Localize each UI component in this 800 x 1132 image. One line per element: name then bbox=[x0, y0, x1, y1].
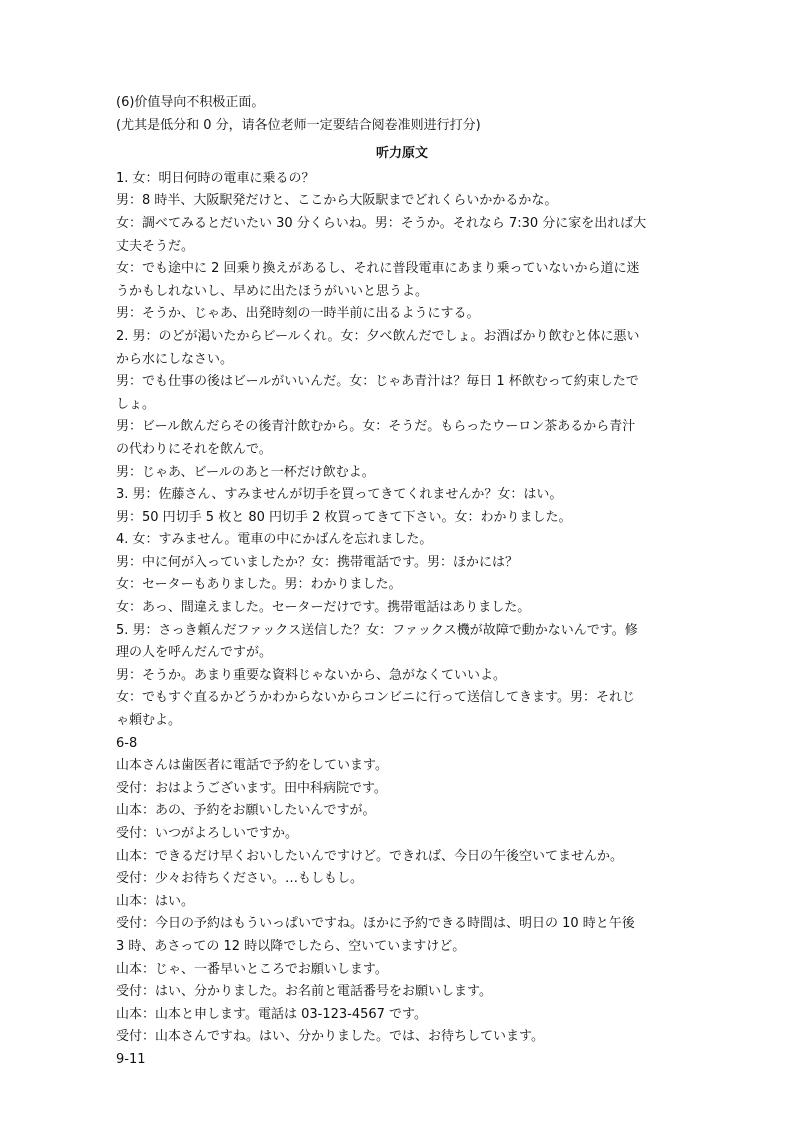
transcript-line: 受付：山本さんですね。はい、分かりました。では、お待ちしています。 bbox=[116, 1029, 544, 1045]
intro-line-1: (6)价值导向不积极正面。 bbox=[116, 95, 265, 110]
transcript-line: 受付：いつがよろしいですか。 bbox=[116, 826, 299, 841]
intro-line-2: (尤其是低分和 0 分，请各位老师一定要结合阅卷准则进行打分) bbox=[116, 117, 481, 133]
section-label-9-11: 9-11 bbox=[116, 1051, 146, 1067]
transcript-line: 女：セーターもありました。男：わかりました。 bbox=[116, 577, 402, 593]
transcript-line: 男：でも仕事の後はビールがいいんだ。女：じゃあ青汁は？毎日 1 杯飲むって約束したで bbox=[116, 374, 639, 390]
transcript-line: 男：50 円切手 5 枚と 80 円切手 2 枚買ってきて下さい。女：わかりました。 bbox=[116, 509, 572, 525]
transcript-line: うかもしれないし、早めに出たほうがいいと思うよ。 bbox=[116, 283, 429, 299]
transcript-line: から水にしなさい。 bbox=[116, 351, 234, 367]
transcript-line: 山本：できるだけ早くおいしたいんですけど。できれば、今日の午後空いてませんか。 bbox=[116, 848, 624, 864]
transcript-line: 1. 女：明日何時の電車に乗るの？ bbox=[116, 170, 315, 186]
transcript-line: 山本さんは歯医者に電話で予約をしています。 bbox=[116, 758, 388, 774]
transcript-line: の代わりにそれを飲んで。 bbox=[116, 441, 272, 457]
section-label-6-8: 6-8 bbox=[116, 735, 138, 751]
transcript-line: 男：中に何が入っていましたか？女：携帯電話です。男：ほかには？ bbox=[116, 554, 518, 570]
transcript-body bbox=[116, 168, 688, 1072]
transcript-line: 山本：あの、予約をお願いしたいんですが。 bbox=[116, 803, 376, 819]
transcript-line: 2. 男：のどが渇いたからビールくれ。女：夕べ飲んだでしょ。お酒ばかり飲むと体に悪い bbox=[116, 328, 640, 344]
transcript-line: 女：でもすぐ直るかどうかわからないからコンビニに行って送信してきます。男：それじ bbox=[116, 690, 635, 706]
transcript-line: 理の人を呼んだんですが。 bbox=[116, 645, 273, 661]
transcript-line: 受付：少々お待ちください。…もしもし。 bbox=[116, 871, 364, 887]
transcript-line: 女：あっ、間違えました。セーターだけです。携帯電話はありました。 bbox=[116, 600, 531, 616]
transcript-line: 男：じゃあ、ビールのあと一杯だけ飲むよ。 bbox=[116, 464, 375, 480]
transcript-line: 女：でも途中に 2 回乗り換えがあるし、それに普段電車にあまり乗っていないから道に迷 bbox=[116, 261, 640, 277]
transcript-line: 女：調べてみるとだいたい 30 分くらいね。男：そうか。それなら 7:30 分に家を出れば大 bbox=[116, 215, 647, 231]
transcript-line: 受付：はい、分かりました。お名前と電話番号をお願いします。 bbox=[116, 984, 492, 1000]
transcript-line: 山本：はい。 bbox=[116, 893, 195, 909]
document-page bbox=[116, 92, 688, 1072]
transcript-line: 受付：おはようございます。田中科病院です。 bbox=[116, 780, 387, 796]
transcript-line: 丈夫そうだ。 bbox=[116, 238, 195, 254]
transcript-line: 4. 女：すみません。電車の中にかばんを忘れました。 bbox=[116, 532, 433, 548]
section-title: 听力原文 bbox=[375, 146, 428, 162]
transcript-line: 山本：山本と申します。電話は 03-123-4567 です。 bbox=[116, 1006, 428, 1022]
transcript-line: 男：そうか。あまり重要な資料じゃないから、急がなくていいよ。 bbox=[116, 667, 507, 683]
transcript-line: 山本：じゃ、一番早いところでお願いします。 bbox=[116, 961, 388, 977]
transcript-line: ゃ頼むよ。 bbox=[116, 713, 182, 729]
transcript-line: 男：ビール飲んだらその後青汁飲むから。女：そうだ。もらったウーロン茶あるから青汁 bbox=[116, 419, 636, 435]
transcript-line: 3 時、あさっての 12 時以降でしたら、空いていますけど。 bbox=[116, 938, 466, 954]
transcript-line: 受付：今日の予約はもういっぱいですね。ほかに予約できる時間は、明日の 10 時と午後 bbox=[116, 916, 635, 932]
transcript-line: 5. 男：さっき頼んだファックス送信した？女：ファックス機が故障で動かないんです。修 bbox=[116, 622, 638, 638]
transcript-line: しょ。 bbox=[116, 396, 156, 412]
transcript-line: 男：8 時半、大阪駅発だけと、ここから大阪駅までどれくらいかかるかな。 bbox=[116, 193, 558, 209]
transcript-line: 3. 男：佐藤さん、すみませんが切手を買ってきてくれませんか？女：はい。 bbox=[116, 487, 563, 503]
transcript-line: 男：そうか、じゃあ、出発時刻の一時半前に出るようにする。 bbox=[116, 306, 480, 322]
